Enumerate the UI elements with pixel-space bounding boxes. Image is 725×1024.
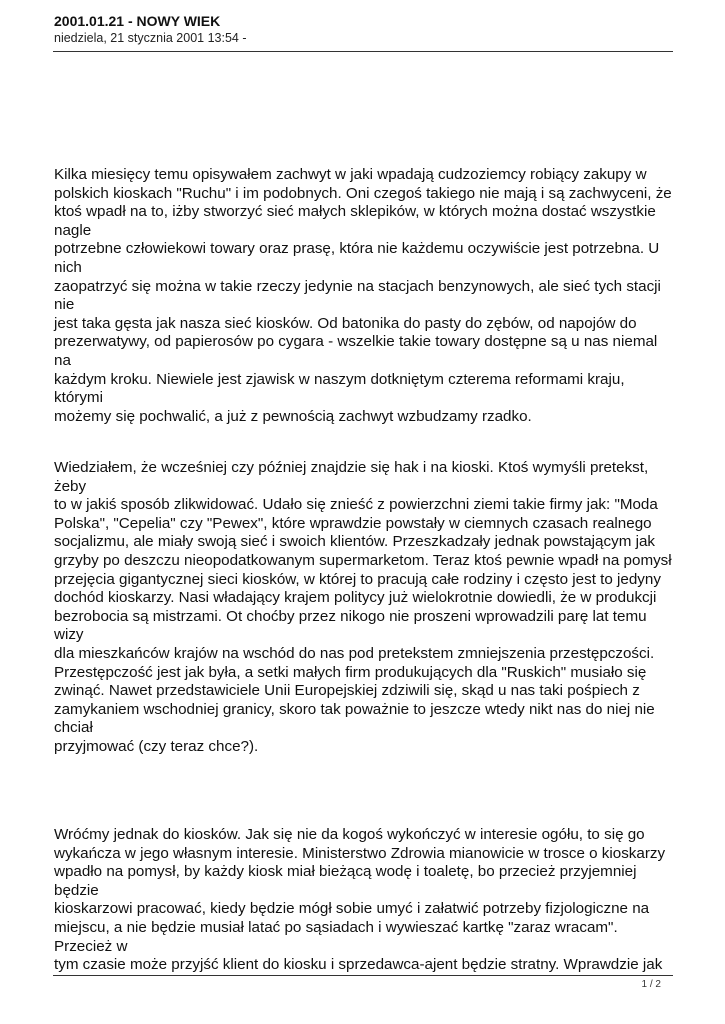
document-header — [54, 13, 674, 46]
paragraph-2: Wiedziałem, że wcześniej czy później znajdzie się hak i na kioski. Ktoś wymyśli pretekst, żeby to w jakiś sposób zlikwidować. Udało się znieść z powierzchni ziemi takie firmy jak: "Moda Polska", "Cepelia" czy "Pewex", które wprawdzie powstały w ciemnych czasach realnego socjalizmu, ale miały swoją sieć i swoich klientów. Przeszkadzały jednak powstającym jak grzyby po deszczu nieopodatkowanym supermarketom. Teraz ktoś pewnie wpadł na pomysł przejęcia gigantycznej sieci kiosków, w której to pracują całe rodziny i często jest to jedyny dochód kioskarzy. Nasi władający krajem politycy już wielokrotnie dowiedli, że w produkcji bezrobocia są mistrzami. Ot choćby przez nikogo nie proszeni wprowadzili parę lat temu wizy dla mieszkańców krajów na wschód do nas pod pretekstem zmniejszenia przestępczości. Przestępczość jest jak była, a setki małych firm produkujących dla "Ruskich" musiało się zwinąć. Nawet przedstawiciele Unii Europejskiej zdziwili się, skąd u nas taki pośpiech z zamykaniem wschodniej granicy, skoro tak poważnie to jeszcze wtedy nikt nas do niej nie chciał przyjmować (czy teraz chce?). — [54, 459, 672, 755]
page-number: 1 / 2 — [641, 979, 661, 990]
article-title: 2001.01.21 - NOWY WIEK — [54, 13, 221, 29]
header-divider — [53, 51, 673, 52]
paragraph-3: Wróćmy jednak do kiosków. Jak się nie da kogoś wykończyć w interesie ogółu, to się go wykańcza w jego własnym interesie. Ministerstwo Zdrowia mianowicie w trosce o kioskarzy wpadło na pomysł, by każdy kiosk miał bieżącą wodę i toaletę, bo przecież przyjemniej będzie kioskarzowi pracować, kiedy będzie mógł sobie umyć i załatwić potrzeby fizjologiczne na miejscu, a nie będzie musiał latać po sąsiadach i wywieszać kartkę "zaraz wracam". Przecież w tym czasie może przyjść klient do kiosku i sprzedawca-ajent będzie stratny. Wprawdzie jak — [54, 826, 666, 974]
paragraph-1: Kilka miesięcy temu opisywałem zachwyt w jaki wpadają cudzoziemcy robiący zakupy w polskich kioskach "Ruchu" i im podobnych. Oni czegoś takiego nie mają i są zachwyceni, że ktoś wpadł na to, iżby stworzyć sieć małych sklepików, w których można dostać wszystkie nagle potrzebne człowiekowi towary oraz prasę, która nie każdemu oczywiście jest potrzebna. U nich zaopatrzyć się można w takie rzeczy jedynie na stacjach benzynowych, ale sieć tych stacji nie jest taka gęsta jak nasza sieć kiosków. Od batonika do pasty do zębów, od napojów do prezerwatywy, od papierosów po cygara - wszelkie takie towary dostępne są u nas niemal na każdym kroku. Niewiele jest zjawisk w naszym dotkniętym czterema reformami kraju, którymi możemy się pochwalić, a już z pewnością zachwyt wzbudzamy rzadko. — [54, 166, 672, 425]
article-date: niedziela, 21 stycznia 2001 13:54 - — [54, 31, 247, 45]
footer-divider — [53, 975, 673, 976]
